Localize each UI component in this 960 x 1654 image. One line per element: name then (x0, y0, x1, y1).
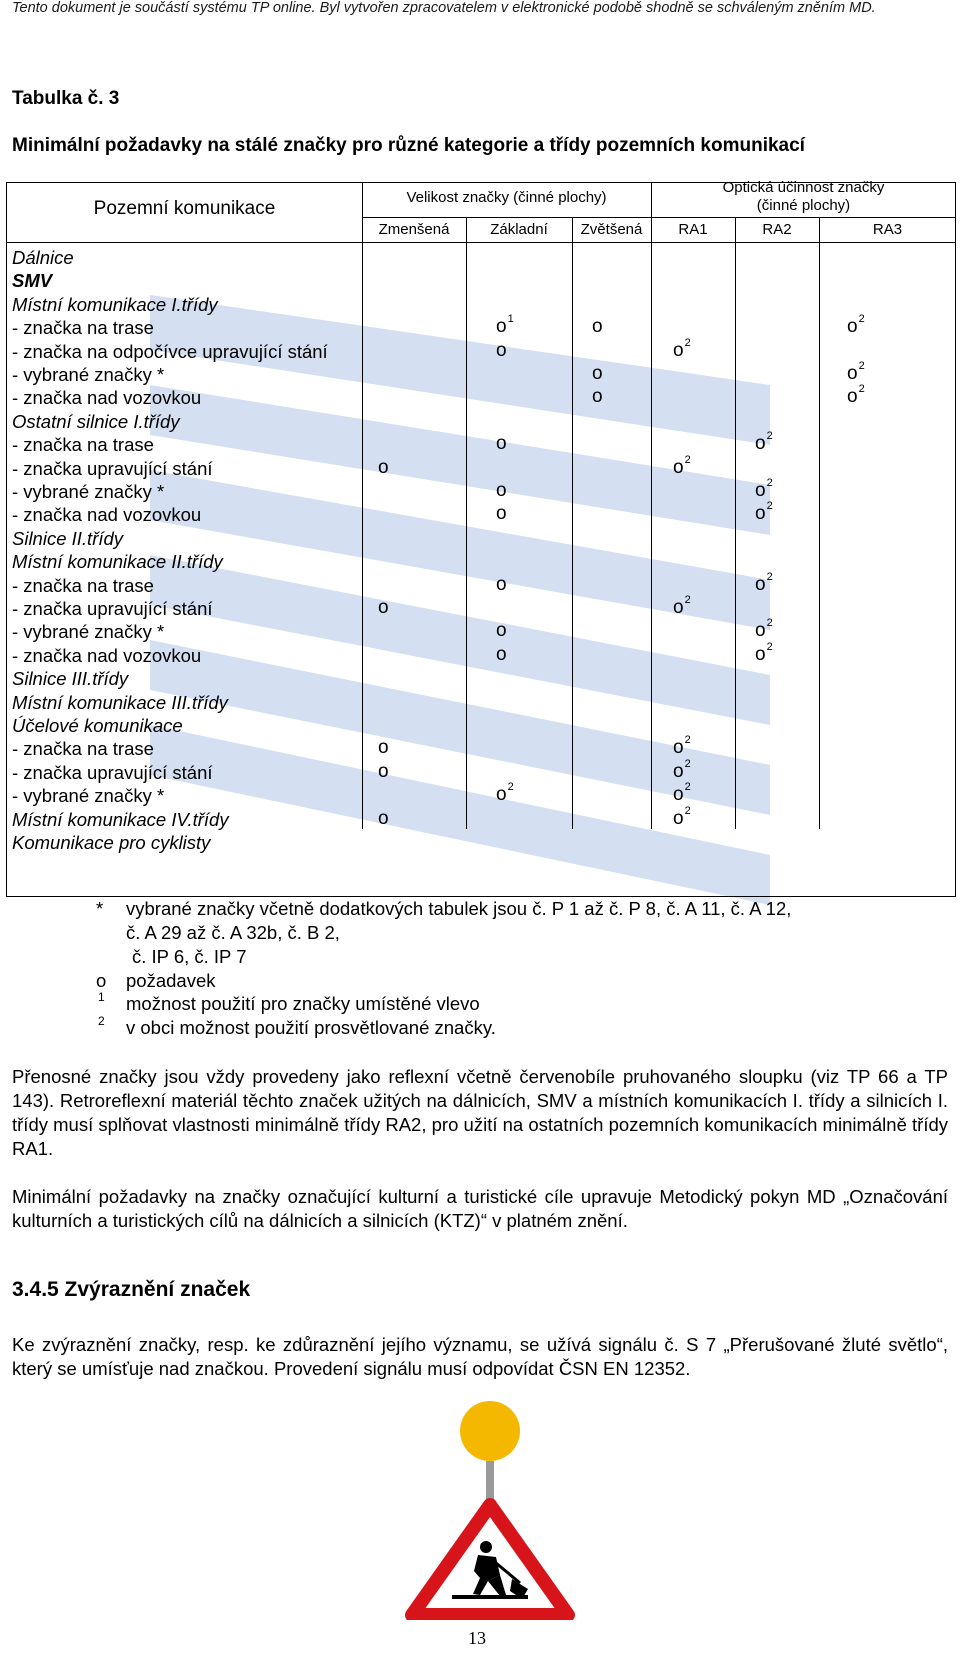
table-row-label: - značka nad vozovkou (12, 387, 202, 409)
table-title: Minimální požadavky na stálé značky pro různé kategorie a třídy pozemních komunikací (12, 135, 805, 156)
table-row-label: - značka upravující stání (12, 598, 213, 619)
yellow-lamp-icon (460, 1401, 520, 1461)
table-row-label: Komunikace pro cyklisty (12, 832, 211, 853)
note-star-line-2: č. A 29 až č. A 32b, č. B 2, (126, 922, 340, 943)
requirement-mark: o (592, 363, 603, 384)
requirement-mark: $o^2$ (673, 804, 691, 829)
table-row-label: - značka na trase (12, 574, 154, 596)
note-2-text: v obci možnost použití prosvětlované značky. (126, 1017, 496, 1038)
table-row-label: - značka na trase (12, 434, 154, 456)
requirement-mark: $o^2$ (847, 383, 865, 408)
table-row-label: - značka na trase (12, 317, 154, 339)
header-optical-efficiency-2: (činné plochy) (756, 197, 851, 214)
subheader-zmenšená: Zmenšená (378, 221, 450, 238)
requirement-mark: $o^2$ (755, 500, 773, 525)
requirement-mark: $o^2$ (673, 781, 691, 806)
requirement-mark: o (496, 433, 507, 455)
subheader-ra1: RA1 (678, 221, 708, 238)
note-star-line-1: vybrané značky včetně dodatkových tabulek jsou č. P 1 až č. P 8, č. A 11, č. A 12, (126, 898, 792, 919)
requirement-mark: o (378, 456, 389, 478)
requirement-mark: $o^2$ (847, 360, 865, 384)
table-row-label: SMV (12, 270, 53, 292)
note-1-text: možnost použití pro značky umístěné vlevo (126, 993, 480, 1014)
table-number: Tabulka č. 3 (12, 88, 120, 109)
subheader-zvětšená: Zvětšená (580, 221, 643, 238)
requirement-mark: $o^2$ (673, 336, 691, 361)
requirement-mark: o (496, 573, 507, 595)
requirement-mark: $o^2$ (673, 594, 691, 618)
note-star-symbol: * (96, 898, 104, 919)
note-1-symbol: 1 (98, 990, 105, 1004)
table-row-label: - značka upravující stání (12, 457, 213, 479)
header-sign-size: Velikost značky (činné plochy) (406, 189, 607, 206)
table-row-label: Silnice II.třídy (12, 527, 124, 549)
subheader-ra3: RA3 (872, 221, 903, 238)
section-heading: 3.4.5 Zvýraznění značek (12, 1278, 251, 1301)
header-road-category: Pozemní komunikace (93, 198, 276, 219)
requirement-mark: o (496, 503, 507, 525)
table-row-label: Ostatní silnice I.třídy (12, 410, 180, 432)
table-row-label: - značka nad vozovkou (12, 504, 202, 526)
requirement-mark: $o^2$ (496, 781, 514, 806)
paragraph-highlighting: Ke zvýraznění značky, resp. ke zdůraznění jejího významu, se užívá signálu č. S 7 „Přerušované žluté světlo“, který se umísťuje nad značkou. Provedení signálu musí odpovídat ČSN EN 12352. (12, 1334, 948, 1379)
document-disclaimer: Tento dokument je součástí systému TP online. Byl vytvořen zpracovatelem v elektronické podobě shodně se schváleným zněním MD. (12, 0, 876, 16)
requirement-mark: o (496, 643, 507, 665)
note-o-text: požadavek (126, 970, 216, 991)
table-row-label: - vybrané značky * (12, 785, 165, 807)
requirement-mark: $o^2$ (673, 734, 691, 759)
paragraph-cultural-signs: Minimální požadavky na značky označující kulturní a turistické cíle upravuje Metodický pokyn MD „Označování kulturních a turistických cílů na dálnicích a silnicích (KTZ)“ v platném znění. (12, 1186, 948, 1231)
table-row-label: Místní komunikace III.třídy (12, 691, 228, 713)
requirement-mark: o (378, 807, 389, 829)
table-row-label: - vybrané značky * (12, 621, 165, 643)
requirement-mark: o (592, 316, 603, 338)
requirement-mark: o (378, 737, 389, 759)
table-row-label: Dálnice (12, 247, 74, 268)
requirement-mark: $o^2$ (755, 477, 773, 501)
requirement-mark: o (496, 480, 507, 501)
table-row-label: - značka nad vozovkou (12, 644, 202, 666)
requirement-mark: o (496, 339, 507, 361)
subheader-základní: Základní (490, 221, 548, 238)
requirement-mark: $o^2$ (847, 313, 865, 338)
page-number: 13 (468, 1628, 486, 1648)
requirement-mark: o (592, 386, 603, 408)
requirement-mark: $o^2$ (755, 640, 773, 665)
table-row-label: Místní komunikace IV.třídy (12, 808, 229, 830)
requirements-table (6, 179, 956, 897)
requirement-mark: o (378, 760, 389, 782)
table-row-label: - značka na trase (12, 738, 154, 760)
requirement-mark: $o^1$ (496, 313, 514, 338)
subheader-ra2: RA2 (762, 221, 792, 238)
requirement-mark: $o^2$ (755, 570, 773, 595)
paragraph-portable-signs: Přenosné značky jsou vždy provedeny jako reflexní včetně červenobíle pruhovaného sloupku (viz TP 66 a TP 143). Retroreflexní materiál těchto značek užitých na dálnicích, SMV a místních komunikacích I. třídy a silnicích I. třídy musí splňovat vlastnosti minimálně třídy RA2, pro užití na ostatních pozemních komunikacích minimálně třídy RA1. (12, 1066, 948, 1159)
table-row-label: - vybrané značky * (12, 364, 165, 385)
requirement-mark: o (378, 597, 389, 618)
table-row-label: - značka na odpočívce upravující stání (12, 340, 328, 362)
table-row-label: Účelové komunikace (12, 715, 183, 736)
note-o-symbol: o (96, 970, 107, 991)
requirement-mark: $o^2$ (755, 617, 773, 642)
note-2-symbol: 2 (98, 1014, 105, 1028)
table-row-label: - značka upravující stání (12, 761, 213, 783)
requirement-mark: $o^2$ (673, 757, 691, 782)
table-row-label: - vybrané značky * (12, 481, 165, 502)
table-row-label: Místní komunikace II.třídy (12, 551, 223, 573)
header-optical-efficiency-1: Optická účinnost značky (722, 179, 885, 196)
warning-sign-with-lamp-illustration (400, 1395, 580, 1620)
table-row-label: Silnice III.třídy (12, 668, 129, 690)
note-star-line-3: č. IP 6, č. IP 7 (132, 946, 247, 967)
table-row-label: Místní komunikace I.třídy (12, 293, 218, 315)
requirement-mark: $o^2$ (755, 430, 773, 455)
requirement-mark: $o^2$ (673, 453, 691, 478)
requirement-mark: o (496, 620, 507, 642)
